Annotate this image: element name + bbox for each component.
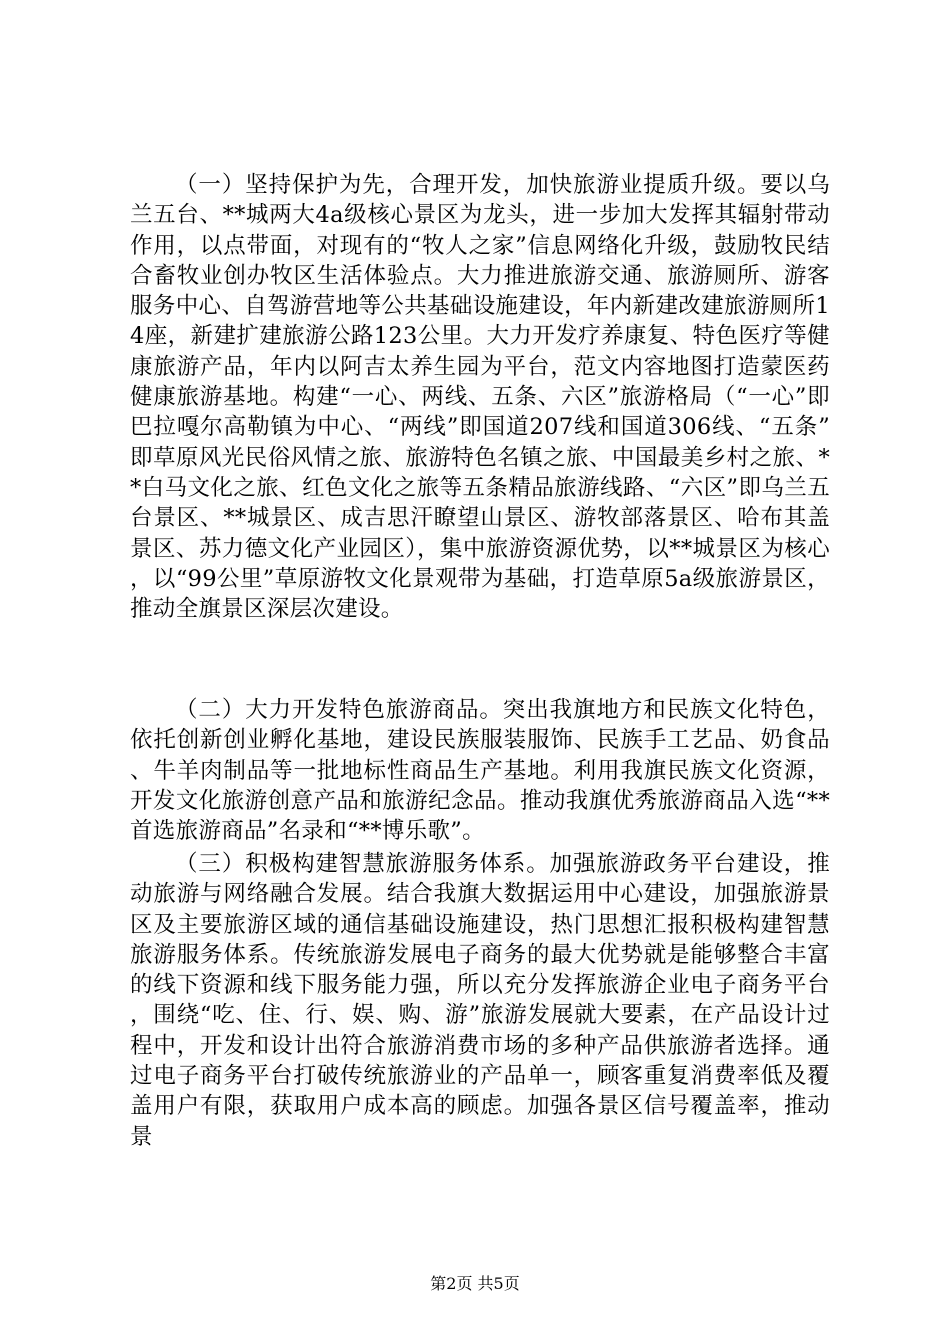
document-body: [130, 170, 830, 1179]
paragraph-tourism-upgrade: （一）坚持保护为先，合理开发，加快旅游业提质升级。要以乌兰五台、**城两大4a级核心景区为龙头，进一步加大发挥其辐射带动作用，以点带面，对现有的“牧人之家”信息网络化升级，鼓励牧民结合畜牧业创办牧区生活体验点。大力推进旅游交通、旅游厕所、游客服务中心、自驾游营地等公共基础设施建设，年内新建改建旅游厕所14座，新建扩建旅游公路123公里。大力开发疗养康复、特色医疗等健康旅游产品，年内以阿吉太养生园为平台，范文内容地图打造蒙医药健康旅游基地。构建“一心、两线、五条、六区”旅游格局（“一心”即巴拉嘎尔高勒镇为中心、“两线”即国道207线和国道306线、“五条”即草原风光民俗风情之旅、旅游特色名镇之旅、中国最美乡村之旅、**白马文化之旅、红色文化之旅等五条精品旅游线路、“六区”即乌兰五台景区、**城景区、成吉思汗瞭望山景区、游牧部落景区、哈布其盖景区、苏力德文化产业园区），集中旅游资源优势，以**城景区为核心，以“99公里”草原游牧文化景观带为基础，打造草原5a级旅游景区，推动全旗景区深层次建设。: [130, 172, 830, 623]
paragraph-tourism-products: （二）大力开发特色旅游商品。突出我旗地方和民族文化特色，依托创新创业孵化基地，建设民族服装服饰、民族手工艺品、奶食品、牛羊肉制品等一批地标性商品生产基地。利用我旗民族文化资源，开发文化旅游创意产品和旅游纪念品。推动我旗优秀旅游商品入选“**首选旅游商品”名录和“**博乐歌”。: [130, 697, 830, 845]
paragraph-smart-tourism: （三）积极构建智慧旅游服务体系。加强旅游政务平台建设，推动旅游与网络融合发展。结合我旗大数据运用中心建设，加强旅游景区及主要旅游区域的通信基础设施建设，热门思想汇报积极构建智慧旅游服务体系。传统旅游发展电子商务的最大优势就是能够整合丰富的线下资源和线下服务能力强，所以充分发挥旅游企业电子商务平台，围绕“吃、住、行、娱、购、游”旅游发展就大要素，在产品设计过程中，开发和设计出符合旅游消费市场的多种产品供旅游者选择。通过电子商务平台打破传统旅游业的产品单一，顾客重复消费率低及覆盖用户有限，获取用户成本高的顾虑。加强各景区信号覆盖率，推动景: [130, 851, 830, 1150]
page-footer: 第2页 共5页: [430, 1274, 520, 1293]
